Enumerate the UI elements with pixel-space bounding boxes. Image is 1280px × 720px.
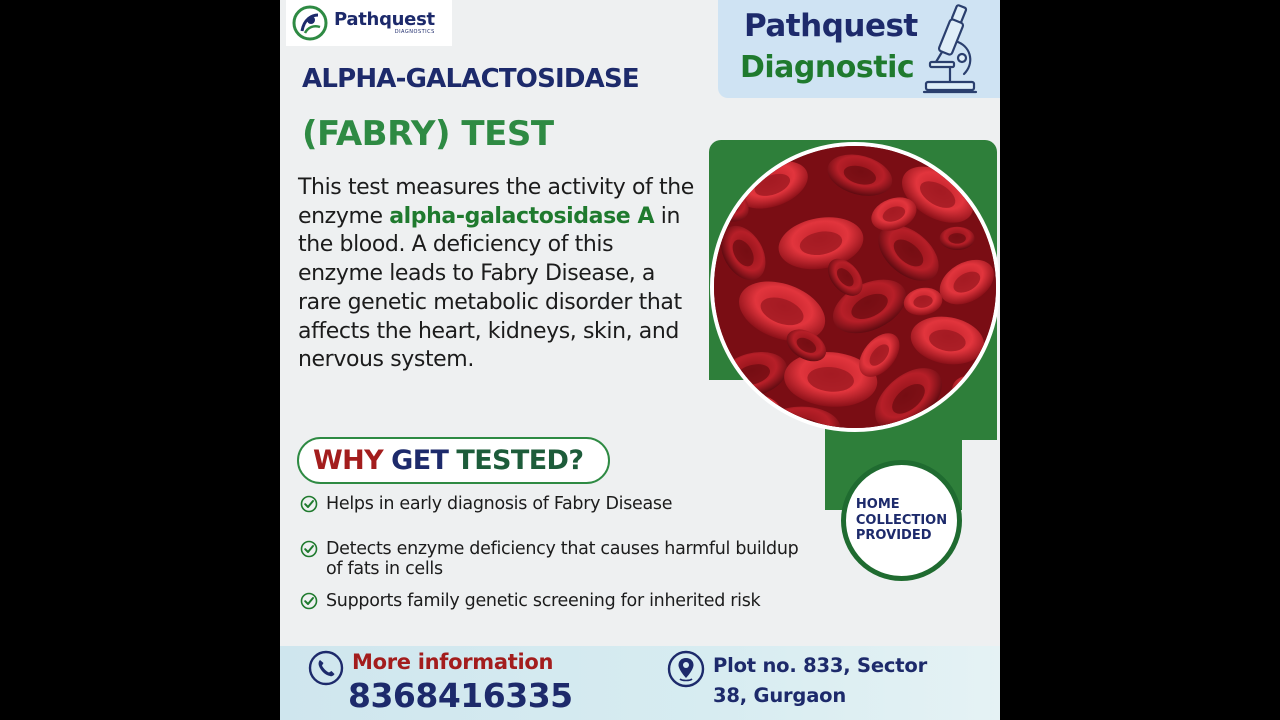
- brand-tagline: Diagnostic: [740, 50, 915, 85]
- home-collection-badge: [841, 460, 962, 581]
- page-title: ALPHA-GALACTOSIDASE: [302, 64, 639, 94]
- page-subtitle: (FABRY) TEST: [302, 114, 554, 154]
- footer: [280, 646, 1000, 720]
- badge-line-1: HOME: [855, 497, 900, 513]
- description: [298, 174, 698, 375]
- logo-text: [334, 11, 435, 35]
- pathquest-logo-icon: [292, 5, 328, 41]
- check-circle-icon: [300, 540, 318, 558]
- badge-line-3: PROVIDED: [855, 528, 932, 544]
- list-item-text: Detects enzyme deficiency that causes harmful buildup of fats in cells: [326, 539, 799, 579]
- list-item: [300, 494, 800, 514]
- brand-box: [718, 0, 1000, 98]
- logo-card: [286, 0, 452, 46]
- check-circle-icon: [300, 592, 318, 610]
- check-circle-icon: [300, 495, 318, 513]
- home-collection-text: [856, 497, 947, 544]
- brand-name: Pathquest: [744, 8, 918, 44]
- list-item: [300, 591, 800, 611]
- description-part-1: This test measures the activity of the enzyme: [298, 175, 694, 229]
- location-pin-icon: [667, 650, 705, 688]
- blood-cells-illustration: [714, 146, 996, 428]
- why-word-1: WHY: [313, 445, 384, 476]
- why-word-3: TESTED?: [456, 445, 584, 476]
- list-item-text: Helps in early diagnosis of Fabry Disease: [326, 494, 673, 514]
- poster: [280, 0, 1000, 720]
- address: Plot no. 833, Sector 38, Gurgaon: [713, 654, 928, 707]
- description-highlight: alpha-galactosidase A: [389, 203, 655, 229]
- logo-name: Pathquest: [334, 9, 435, 30]
- list-item-text: Supports family genetic screening for inherited risk: [326, 591, 761, 611]
- list-item: [300, 539, 800, 579]
- phone-icon: [308, 650, 344, 686]
- more-information-label: More information: [352, 650, 554, 674]
- description-part-2: in the blood. A deficiency of this enzyme leads to Fabry Disease, a rare genetic metabolic disorder that affects the heart, kidneys, skin, and nervous system.: [298, 203, 682, 373]
- phone-number[interactable]: 8368416335: [348, 676, 573, 715]
- why-get-tested-heading: [297, 437, 610, 484]
- red-blood-cells-image: [710, 142, 1000, 432]
- logo-subtitle: DIAGNOSTICS: [394, 29, 435, 35]
- why-word-2: GET: [391, 445, 449, 476]
- red-blood-cell: [940, 227, 975, 250]
- microscope-icon: [920, 2, 982, 96]
- badge-line-2: COLLECTION: [855, 512, 948, 528]
